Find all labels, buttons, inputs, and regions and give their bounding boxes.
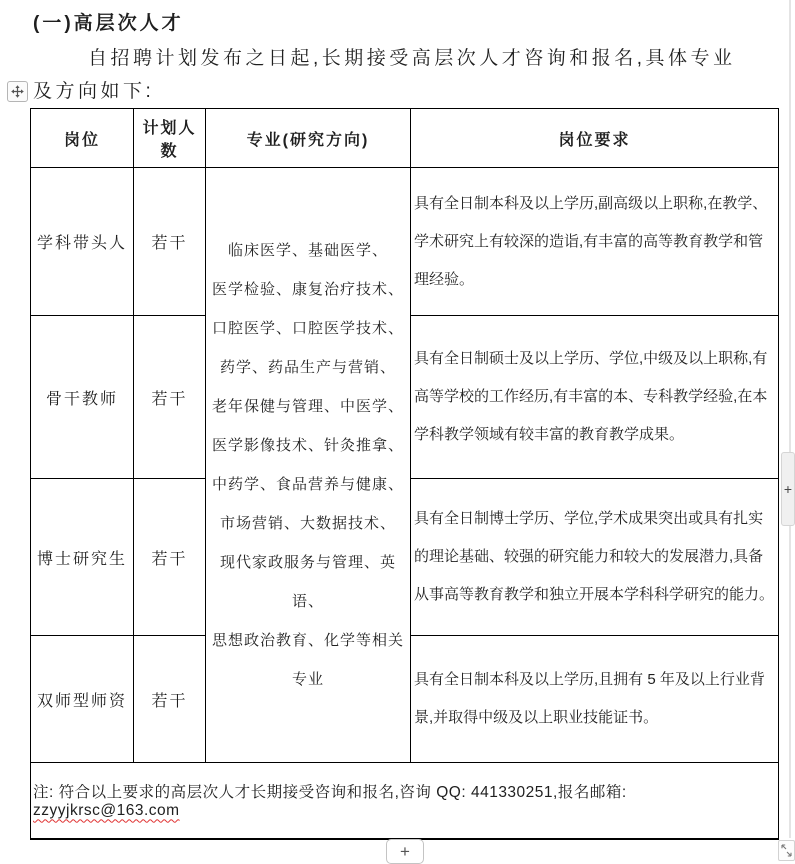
note-text: 注: 符合以上要求的高层次人才长期接受咨询和报名,咨询 QQ: 441330251,报名邮箱: <box>33 784 627 802</box>
move-icon <box>11 85 24 98</box>
majors-line: 医学检验、康复治疗技术、 <box>211 281 404 298</box>
majors-line: 口腔医学、口腔医学技术、 <box>211 320 404 337</box>
intro-paragraph: 自招聘计划发布之日起,长期接受高层次人才咨询和报名,具体专业及方向如下: <box>33 48 736 102</box>
note-cell <box>31 763 779 839</box>
insert-column-button[interactable] <box>781 452 795 526</box>
requirement-cell: 具有全日制博士学历、学位,学术成果突出或具有扎实的理论基础、较强的研究能力和较大的发展潜力,具备从事高等教育教学和独立开展本学科科学研究的能力。 <box>411 479 779 636</box>
requirement-cell: 具有全日制硕士及以上学历、学位,中级及以上职称,有高等学校的工作经历,有丰富的本、专科教学经验,在本学科教学领域有较丰富的教育教学成果。 <box>411 316 779 479</box>
position-cell: 博士研究生 <box>31 479 134 636</box>
headcount-cell: 若干 <box>134 636 206 763</box>
header-cell-major: 专业(研究方向) <box>206 109 411 168</box>
header-cell-requirement: 岗位要求 <box>411 109 779 168</box>
section-heading: (一)高层次人才 <box>33 13 184 34</box>
majors-line: 中药学、食品营养与健康、 <box>211 476 404 493</box>
headcount-cell: 若干 <box>134 168 206 316</box>
note-row <box>31 763 779 839</box>
majors-line: 市场营销、大数据技术、 <box>219 515 396 532</box>
headcount-cell: 若干 <box>134 316 206 479</box>
majors-line: 临床医学、基础医学、 <box>227 242 388 259</box>
table-resize-handle[interactable] <box>778 840 795 861</box>
header-row <box>31 109 779 168</box>
recruitment-table <box>30 108 779 840</box>
majors-line: 现代家政服务与管理、英语、 <box>219 554 396 610</box>
requirement-cell: 具有全日制本科及以上学历,副高级以上职称,在教学、学术研究上有较深的造诣,有丰富的高等教育教学和管理经验。 <box>411 168 779 316</box>
majors-cell <box>206 168 411 763</box>
page-edge-line <box>789 0 791 838</box>
insert-row-button[interactable] <box>386 839 424 864</box>
majors-line: 老年保健与管理、中医学、 <box>211 398 404 415</box>
majors-line: 药学、药品生产与营销、 <box>219 359 396 376</box>
plus-icon: + <box>400 841 410 861</box>
diagonal-resize-icon <box>780 843 793 858</box>
table-row <box>31 168 779 316</box>
position-cell: 双师型师资 <box>31 636 134 763</box>
position-cell: 骨干教师 <box>31 316 134 479</box>
table-move-handle[interactable] <box>7 81 28 102</box>
requirement-cell: 具有全日制本科及以上学历,且拥有 5 年及以上行业背景,并取得中级及以上职业技能证书。 <box>411 636 779 763</box>
headcount-cell: 若干 <box>134 479 206 636</box>
position-cell: 学科带头人 <box>31 168 134 316</box>
header-cell-headcount: 计划人数 <box>134 109 206 168</box>
email-text: zzyyjkrsc@163.com <box>33 802 180 820</box>
majors-line: 思想政治教育、化学等相关专业 <box>211 632 404 688</box>
header-cell-position: 岗位 <box>31 109 134 168</box>
plus-icon: + <box>783 481 793 497</box>
majors-line: 医学影像技术、针灸推拿、 <box>211 437 404 454</box>
